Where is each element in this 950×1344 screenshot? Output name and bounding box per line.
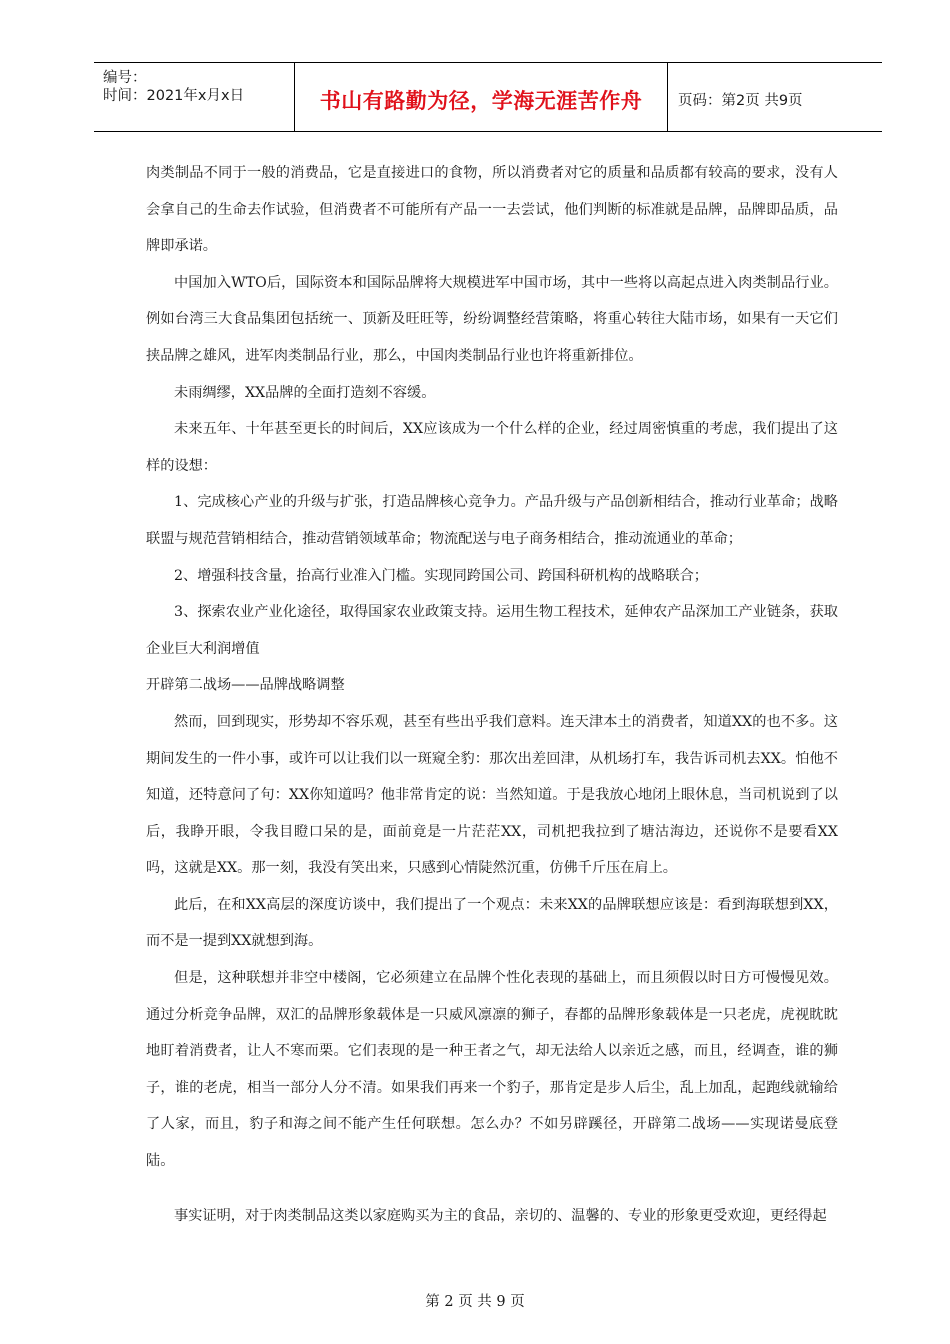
list-item-paragraph: 2、增强科技含量，抬高行业准入门槛。实现同跨国公司、跨国科研机构的战略联合； — [174, 567, 708, 584]
body-paragraph: 事实证明，对于肉类制品这类以家庭购买为主的食品，亲切的、温馨的、专业的形象更受欢迎，更经得起 — [174, 1207, 827, 1224]
body-paragraph: 中国加入WTO后，国际资本和国际品牌将大规模进军中国市场，其中一些将以高起点进入肉类制品行业。例如台湾三大食品集团包括统一、顶新及旺旺等，纷纷调整经营策略，将重心转往大陆市场，如果有一天它们挟品牌之雄风，进军肉类制品行业，那么，中国肉类制品行业也许将重新排位。 — [146, 274, 838, 364]
body-paragraph: 但是，这种联想并非空中楼阁，它必须建立在品牌个性化表现的基础上，而且须假以时日方可慢慢见效。通过分析竞争品牌，双汇的品牌形象载体是一只威风凛凛的狮子，春都的品牌形象载体是一只老虎，虎视眈眈地盯着消费者，让人不寒而栗。它们表现的是一种王者之气，却无法给人以亲近之感，而且，经调查，谁的狮子，谁的老虎，相当一部分人分不清。如果我们再来一个豹子，那肯定是步人后尘，乱上加乱，起跑线就输给了人家，而且，豹子和海之间不能产生任何联想。怎么办？不如另辟蹊径，开辟第二战场——实现诺曼底登陆。 — [146, 970, 838, 1170]
header-page-cell — [668, 63, 882, 131]
page-footer: 第 2 页 共 9 页 — [425, 1294, 525, 1310]
body-paragraph: 未来五年、十年甚至更长的时间后，XX应该成为一个什么样的企业，经过周密慎重的考虑，我们提出了这样的设想： — [146, 421, 838, 474]
document-body — [146, 155, 838, 1234]
list-item-paragraph: 3、探索农业产业化途径，取得国家农业政策支持。运用生物工程技术，延伸农产品深加工产业链条，获取企业巨大利润增值 — [146, 604, 838, 657]
body-paragraph: 肉类制品不同于一般的消费品，它是直接进口的食物，所以消费者对它的质量和品质都有较高的要求，没有人会拿自己的生命去作试验，但消费者不可能所有产品一一去尝试，他们判断的标准就是品牌，品牌即品质，品牌即承诺。 — [146, 165, 838, 255]
body-paragraph: 未雨绸缪，XX品牌的全面打造刻不容缓。 — [174, 384, 436, 401]
list-item-paragraph: 1、完成核心产业的升级与扩张，打造品牌核心竞争力。产品升级与产品创新相结合，推动行业革命；战略联盟与规范营销相结合，推动营销领域革命；物流配送与电子商务相结合，推动流通业的革命； — [146, 494, 838, 547]
document-number-label: 编号： — [103, 70, 147, 86]
page-header — [94, 62, 882, 132]
document-time-label: 时间：2021年x月x日 — [103, 88, 245, 104]
body-paragraph: 此后，在和XX高层的深度访谈中，我们提出了一个观点：未来XX的品牌联想应该是：看到海联想到XX，而不是一提到XX就想到海。 — [146, 896, 838, 950]
body-paragraph: 然而，回到现实，形势却不容乐观，甚至有些出乎我们意料。连天津本土的消费者，知道XX的也不多。这期间发生的一件小事，或许可以让我们以一斑窥全豹：那次出差回津，从机场打车，我告诉司机去XX。怕他不知道，还特意问了句：XX你知道吗？他非常肯定的说：当然知道。于是我放心地闭上眼休息，当司机说到了以后，我睁开眼，令我目瞪口呆的是，面前竟是一片茫茫XX，司机把我拉到了塘沽海边，还说你不是要看XX吗，这就是XX。那一刻，我没有笑出来，只感到心情陡然沉重，仿佛千斤压在肩上。 — [146, 713, 838, 877]
header-meta-cell — [94, 63, 295, 131]
header-page-number: 页码：第2页 共9页 — [678, 93, 803, 109]
header-motto-cell — [295, 63, 668, 131]
section-heading: 开辟第二战场——品牌战略调整 — [146, 677, 345, 694]
header-motto: 书山有路勤为径，学海无涯苦作舟 — [319, 89, 643, 113]
